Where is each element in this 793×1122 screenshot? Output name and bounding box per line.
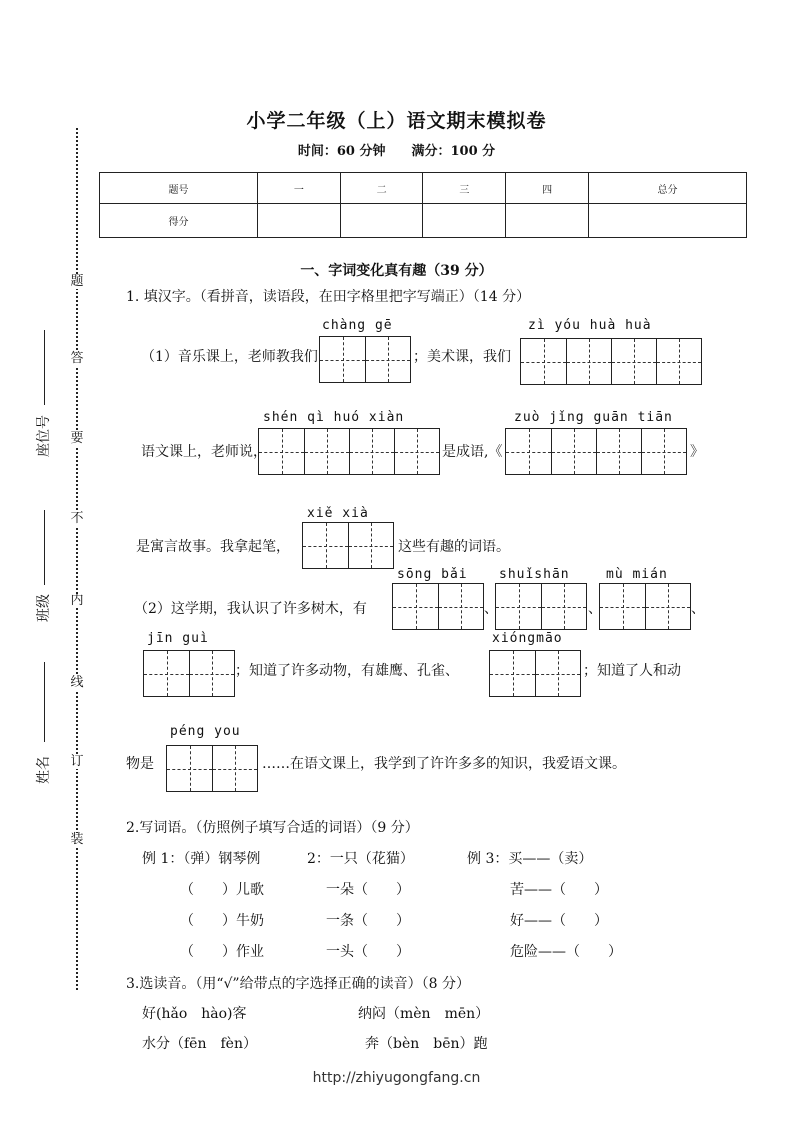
q1-text: 、	[691, 601, 705, 617]
q2-item[interactable]: 一头（ ）	[326, 944, 410, 960]
q1-text: ；美术课，我们	[413, 349, 511, 365]
q1-text: ；知道了人和动	[583, 663, 681, 679]
q1-text: （1）音乐课上，老师教我们	[141, 349, 318, 365]
page-title: 小学二年级（上）语文期末模拟卷	[246, 110, 547, 132]
q3-item[interactable]: 奔（bèn bēn）跑	[365, 1036, 488, 1052]
q2-item[interactable]: 一条（ ）	[326, 913, 410, 929]
q2-example: 例 1：（弹）钢琴例	[142, 851, 261, 867]
q1-text: ……在语文课上，我学到了许许多多的知识，我爱语文课。	[262, 756, 626, 772]
score-row-label: 得分	[100, 204, 258, 238]
score-cell[interactable]	[423, 204, 506, 238]
q2-item[interactable]: （ ）牛奶	[180, 913, 264, 929]
binding-char: 订	[70, 754, 84, 769]
pinyin: zuò jǐng guān tiān	[514, 410, 673, 425]
pinyin: mù mián	[606, 567, 668, 582]
exam-subtitle: 时间：60 分钟 满分：100 分	[297, 144, 496, 159]
score-header-cell: 四	[506, 173, 589, 204]
q1-text: 语文课上，老师说，	[141, 444, 267, 460]
q1-text: 》	[690, 444, 704, 460]
tianzige-box[interactable]	[392, 583, 484, 630]
score-header-cell: 题号	[100, 173, 258, 204]
tianzige-box[interactable]	[143, 650, 235, 697]
pinyin: chàng gē	[322, 318, 393, 333]
q1-text: 、	[588, 601, 602, 617]
class-label: 班级	[36, 594, 52, 622]
binding-char: 线	[70, 675, 84, 690]
tianzige-box[interactable]	[258, 428, 440, 475]
q3-item[interactable]: 水分（fēn fèn）	[142, 1036, 257, 1052]
q3-item[interactable]: 纳闷（mèn mēn）	[358, 1006, 490, 1022]
pinyin: jīn guì	[147, 631, 209, 646]
name-line	[44, 662, 45, 742]
footer-url: http://zhiyugongfang.cn	[312, 1070, 481, 1086]
score-table	[99, 172, 747, 238]
seat-number-line	[44, 330, 45, 405]
binding-char: 题	[70, 274, 84, 289]
score-header-cell: 总分	[588, 173, 746, 204]
tianzige-box[interactable]	[599, 583, 691, 630]
q1-text: 是成语,《	[442, 444, 503, 460]
pinyin: xiě xià	[307, 506, 369, 521]
q2-item[interactable]: 危险——（ ）	[510, 944, 622, 960]
binding-char: 内	[70, 593, 84, 608]
tianzige-box[interactable]	[319, 336, 411, 383]
question-1-title: 1. 填汉字。（看拼音，读语段，在田字格里把字写端正）（14 分）	[126, 289, 531, 305]
q2-item[interactable]: （ ）儿歌	[180, 882, 264, 898]
score-header-cell: 一	[257, 173, 340, 204]
tianzige-box[interactable]	[505, 428, 687, 475]
question-3-title: 3.选读音。（用“√”给带点的字选择正确的读音）（8 分）	[126, 976, 470, 992]
binding-dotted-line	[76, 128, 78, 990]
pinyin: zì yóu huà huà	[528, 318, 652, 333]
class-line	[44, 510, 45, 585]
q2-example: 例 3：买——（卖）	[467, 851, 593, 867]
tianzige-box[interactable]	[489, 650, 581, 697]
name-label: 姓名	[36, 756, 52, 784]
binding-char: 装	[70, 832, 84, 847]
score-cell[interactable]	[588, 204, 746, 238]
binding-char: 不	[70, 511, 84, 526]
q2-item[interactable]: 好——（ ）	[510, 913, 608, 929]
binding-char: 要	[70, 431, 84, 446]
q1-text: （2）这学期，我认识了许多树木，有	[134, 601, 367, 617]
score-header-cell: 二	[340, 173, 423, 204]
q1-text: 是寓言故事。我拿起笔，	[136, 539, 290, 555]
tianzige-box[interactable]	[166, 745, 258, 792]
score-header-cell: 三	[423, 173, 506, 204]
tianzige-box[interactable]	[520, 338, 702, 385]
score-cell[interactable]	[506, 204, 589, 238]
pinyin: shén qì huó xiàn	[263, 410, 405, 425]
q3-item[interactable]: 好(hǎo hào)客	[142, 1006, 247, 1022]
tianzige-box[interactable]	[302, 522, 394, 569]
score-cell[interactable]	[257, 204, 340, 238]
q1-text: 物是	[126, 756, 154, 772]
score-cell[interactable]	[340, 204, 423, 238]
tianzige-box[interactable]	[495, 583, 587, 630]
q1-text: ；知道了许多动物，有雄鹰、孔雀、	[235, 663, 459, 679]
q2-item[interactable]: 一朵（ ）	[326, 882, 410, 898]
section-heading: 一、字词变化真有趣（39 分）	[300, 263, 493, 279]
q2-example: 2：一只（花猫）	[307, 851, 414, 867]
pinyin: sōng bǎi	[397, 567, 468, 582]
pinyin: péng you	[170, 724, 241, 739]
binding-char: 答	[70, 351, 84, 366]
q1-text: 、	[484, 601, 498, 617]
pinyin: xióngmāo	[492, 631, 563, 646]
q2-item[interactable]: （ ）作业	[180, 944, 264, 960]
pinyin: shuǐshān	[499, 567, 570, 582]
q2-item[interactable]: 苦——（ ）	[510, 882, 608, 898]
q1-text: 这些有趣的词语。	[398, 539, 510, 555]
question-2-title: 2.写词语。（仿照例子填写合适的词语）（9 分）	[126, 820, 419, 836]
seat-number-label: 座位号	[36, 415, 52, 457]
